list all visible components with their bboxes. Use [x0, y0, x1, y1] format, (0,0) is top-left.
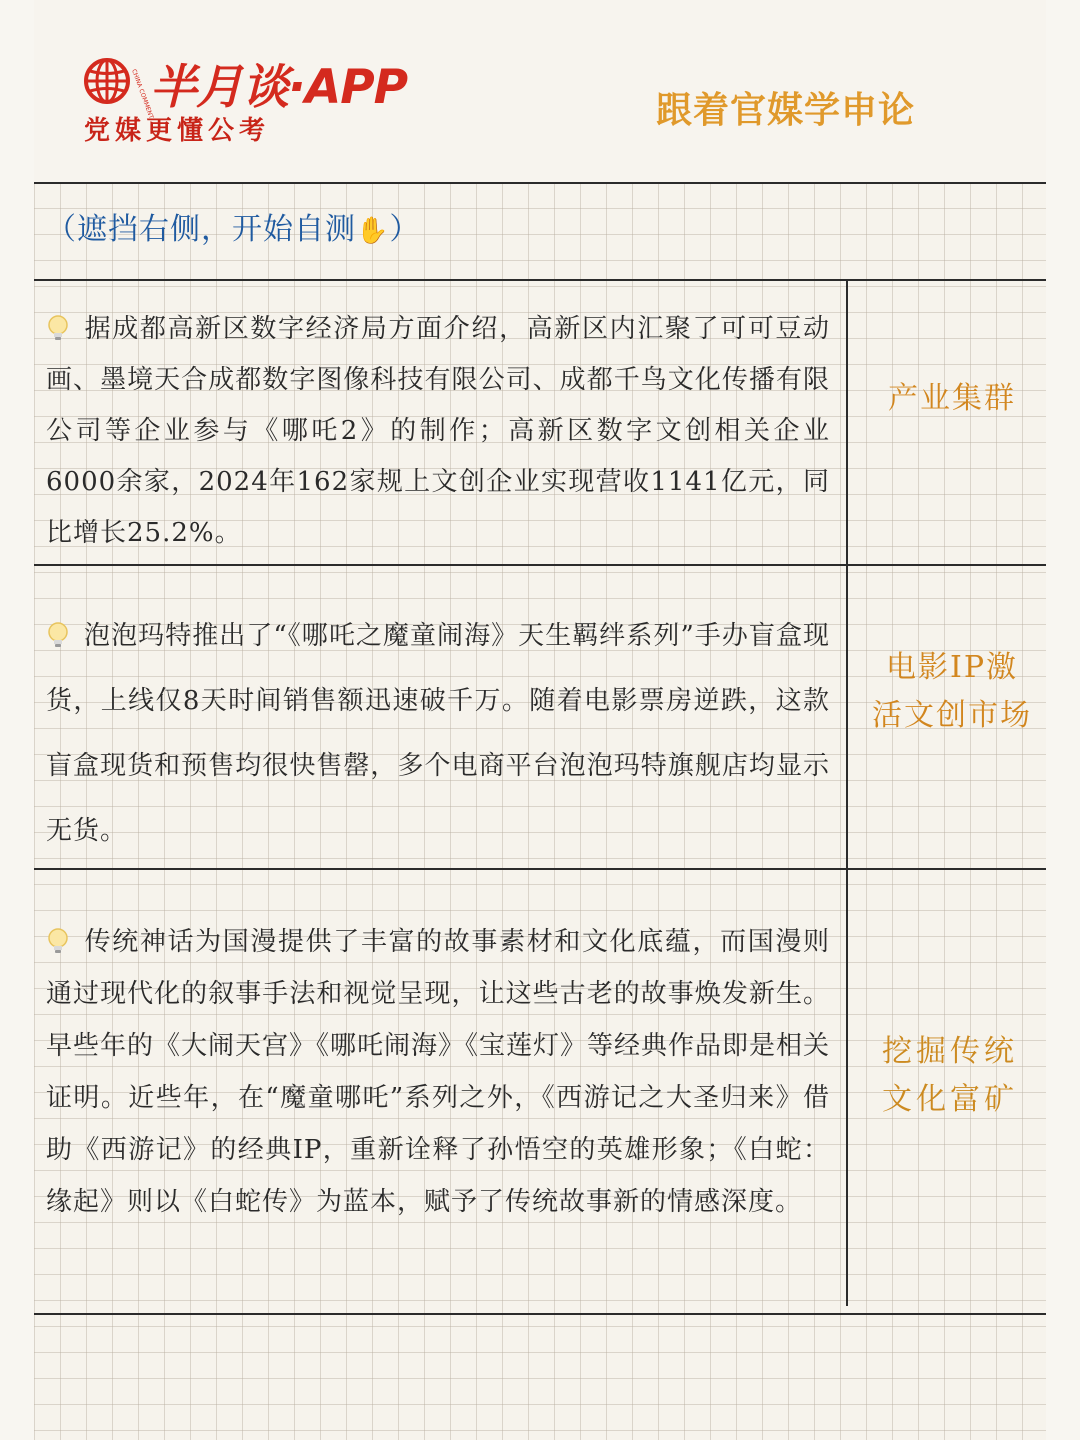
table-bottom-border: [34, 1313, 1046, 1315]
material-row-1: [46, 304, 830, 559]
left-margin: [0, 0, 34, 1440]
row-text: 传统神话为国漫提供了丰富的故事素材和文化底蕴，而国漫则通过现代化的叙事手法和视觉呈现，让这些古老的故事焕发新生。早些年的《大闹天宫》《哪吒闹海》《宝莲灯》等经典作品即是相关证明。近些年，在“魔童哪吒”系列之外，《西游记之大圣归来》借助《西游记》的经典IP，重新诠释了孙悟空的英雄形象；《白蛇：缘起》则以《白蛇传》为蓝本，赋予了传统故事新的情感深度。: [46, 927, 831, 1217]
column-divider: [846, 566, 848, 868]
raised-hand-icon: ✋: [356, 216, 390, 246]
self-test-instruction: [46, 204, 420, 248]
material-row-3: [46, 916, 830, 1228]
brand-name: 半月谈·APP: [150, 60, 408, 115]
header-slogan: 跟着官媒学申论: [656, 90, 916, 131]
row-text: 泡泡玛特推出了“《哪吒之魔童闹海》天生羁绊系列”手办盲盒现货，上线仅8天时间销售额迅速破千万。随着电影票房逆跌，这款盲盒现货和预售均很快售罄，多个电商平台泡泡玛特旗舰店均显示无货。: [46, 621, 830, 846]
keyword-answer-2: 电影IP激活文创市场: [872, 650, 1032, 733]
right-margin: [1046, 0, 1080, 1440]
column-divider: [846, 870, 848, 1306]
lightbulb-icon: [46, 621, 70, 649]
instruction-close: ）: [389, 212, 421, 247]
table-top-border: [34, 279, 1046, 281]
logo-ring-text: CHINA COMMENT: [130, 68, 155, 120]
material-row-2: [46, 604, 830, 864]
lightbulb-icon: [46, 314, 70, 342]
row-text: 据成都高新区数字经济局方面介绍，高新区内汇聚了可可豆动画、墨境天合成都数字图像科技有限公司、成都千鸟文化传播有限公司等企业参与《哪吒2》的制作；高新区数字文创相关企业6000余家，2024年162家规上文创企业实现营收1141亿元，同比增长25.2%。: [46, 314, 830, 548]
lightbulb-icon: [46, 927, 70, 955]
brand-tagline: 党媒更懂公考: [84, 116, 271, 146]
header-divider: [34, 182, 1046, 184]
keyword-answer-1: 产业集群: [888, 381, 1016, 416]
row-divider: [34, 564, 1046, 566]
instruction-text: （遮挡右侧，开始自测: [46, 212, 356, 247]
column-divider: [846, 281, 848, 564]
globe-logo-icon: [82, 56, 155, 120]
row-divider: [34, 868, 1046, 870]
keyword-answer-3: 挖掘传统文化富矿: [882, 1034, 1018, 1117]
